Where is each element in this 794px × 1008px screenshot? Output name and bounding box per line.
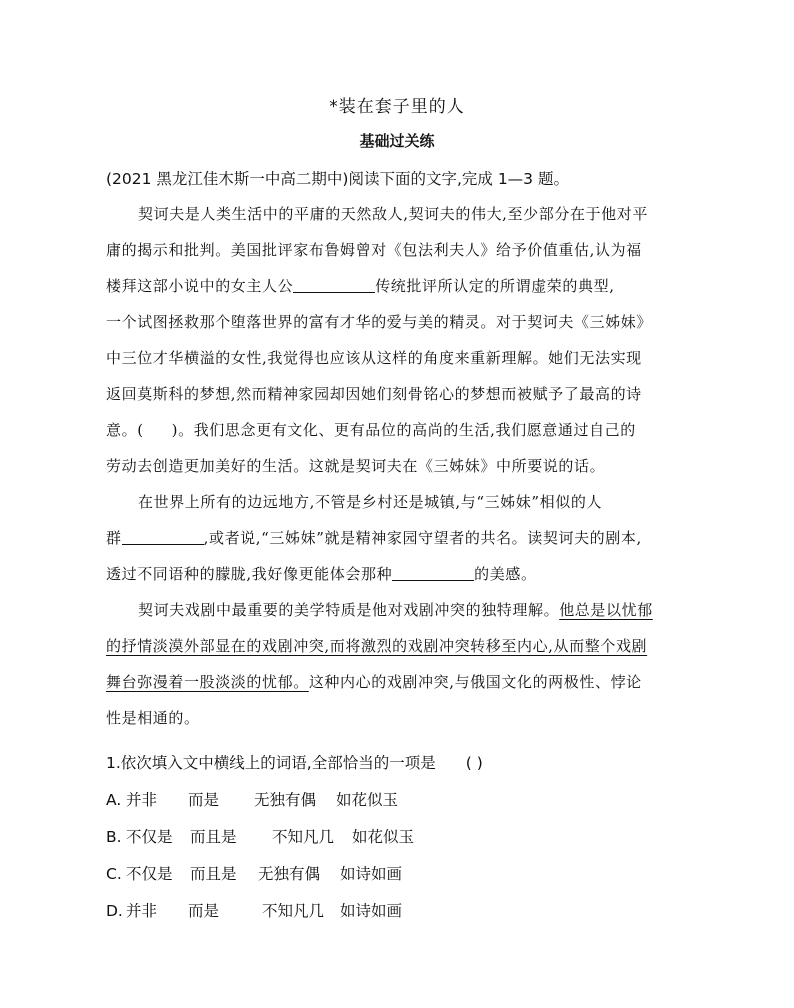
- reading-intro: (2021 黑龙江佳木斯一中高二期中)阅读下面的文字,完成 1—3 题。: [106, 170, 569, 188]
- underlined-sentence: 他总是以忧郁: [559, 601, 653, 619]
- p1-line-6: 返回莫斯科的梦想,然而精神家园却因她们刻骨铭心的梦想而被赋予了最高的诗: [106, 385, 642, 403]
- answer-paren[interactable]: ( ): [465, 754, 483, 772]
- p1-line-8: 劳动去创造更加美好的生活。这就是契诃夫在《三姊妹》中所要说的话。: [106, 457, 606, 475]
- underlined-sentence: 的抒情淡漠外部显在的戏剧冲突,而将激烈的戏剧冲突转移至内心,从而整个戏剧: [106, 637, 648, 655]
- p2-line-3: 透过不同语种的朦胧,我好像更能体会那种 的美感。: [106, 565, 537, 583]
- p2-line-2: 群 ,或者说,“三姊妹”就是精神家园守望者的共名。读契诃夫的剧本,: [106, 529, 642, 547]
- p1-line-5: 中三位才华横溢的女性,我觉得也应该从这样的角度来重新理解。她们无法实现: [106, 349, 642, 367]
- question-stem: 1.依次填入文中横线上的词语,全部恰当的一项是 ( ): [106, 754, 483, 772]
- p1-line-1: 契诃夫是人类生活中的平庸的天然敌人,契诃夫的伟大,至少部分在于他对平: [138, 205, 648, 223]
- blank-3[interactable]: [392, 564, 474, 581]
- option-b[interactable]: B. 不仅是 而且是 不知凡几 如花似玉: [106, 828, 415, 846]
- p1-line-7: 意。( )。我们思念更有文化、更有品位的高尚的生活,我们愿意通过自己的: [106, 421, 636, 439]
- p3-line-3: 舞台弥漫着一股淡淡的忧郁。这种内心的戏剧冲突,与俄国文化的两极性、悖论: [106, 673, 642, 691]
- p1-line-2: 庸的揭示和批判。美国批评家布鲁姆曾对《包法利夫人》给予价值重估,认为福: [106, 241, 642, 259]
- option-d[interactable]: D. 并非 而是 不知凡几 如诗如画: [106, 902, 403, 920]
- p3-line-4: 性是相通的。: [106, 709, 200, 727]
- p1-line-4: 一个试图拯救那个堕落世界的富有才华的爱与美的精灵。对于契诃夫《三姊妹》: [106, 313, 653, 331]
- section-subtitle: 基础过关练: [359, 132, 435, 150]
- blank-1[interactable]: [293, 276, 375, 293]
- blank-2[interactable]: [122, 528, 204, 545]
- page-title: *装在套子里的人: [329, 97, 465, 117]
- p2-line-1: 在世界上所有的边远地方,不管是乡村还是城镇,与“三姊妹”相似的人: [138, 493, 603, 511]
- underlined-sentence: 舞台弥漫着一股淡淡的忧郁。: [106, 673, 309, 691]
- p1-line-3: 楼拜这部小说中的女主人公 传统批评所认定的所谓虚荣的典型,: [106, 277, 615, 295]
- option-c[interactable]: C. 不仅是 而且是 无独有偶 如诗如画: [106, 865, 403, 883]
- p3-line-2: [106, 635, 647, 657]
- option-a[interactable]: A. 并非 而是 无独有偶 如花似玉: [106, 791, 399, 809]
- p3-line-1: 契诃夫戏剧中最重要的美学特质是他对戏剧冲突的独特理解。他总是以忧郁: [138, 601, 653, 619]
